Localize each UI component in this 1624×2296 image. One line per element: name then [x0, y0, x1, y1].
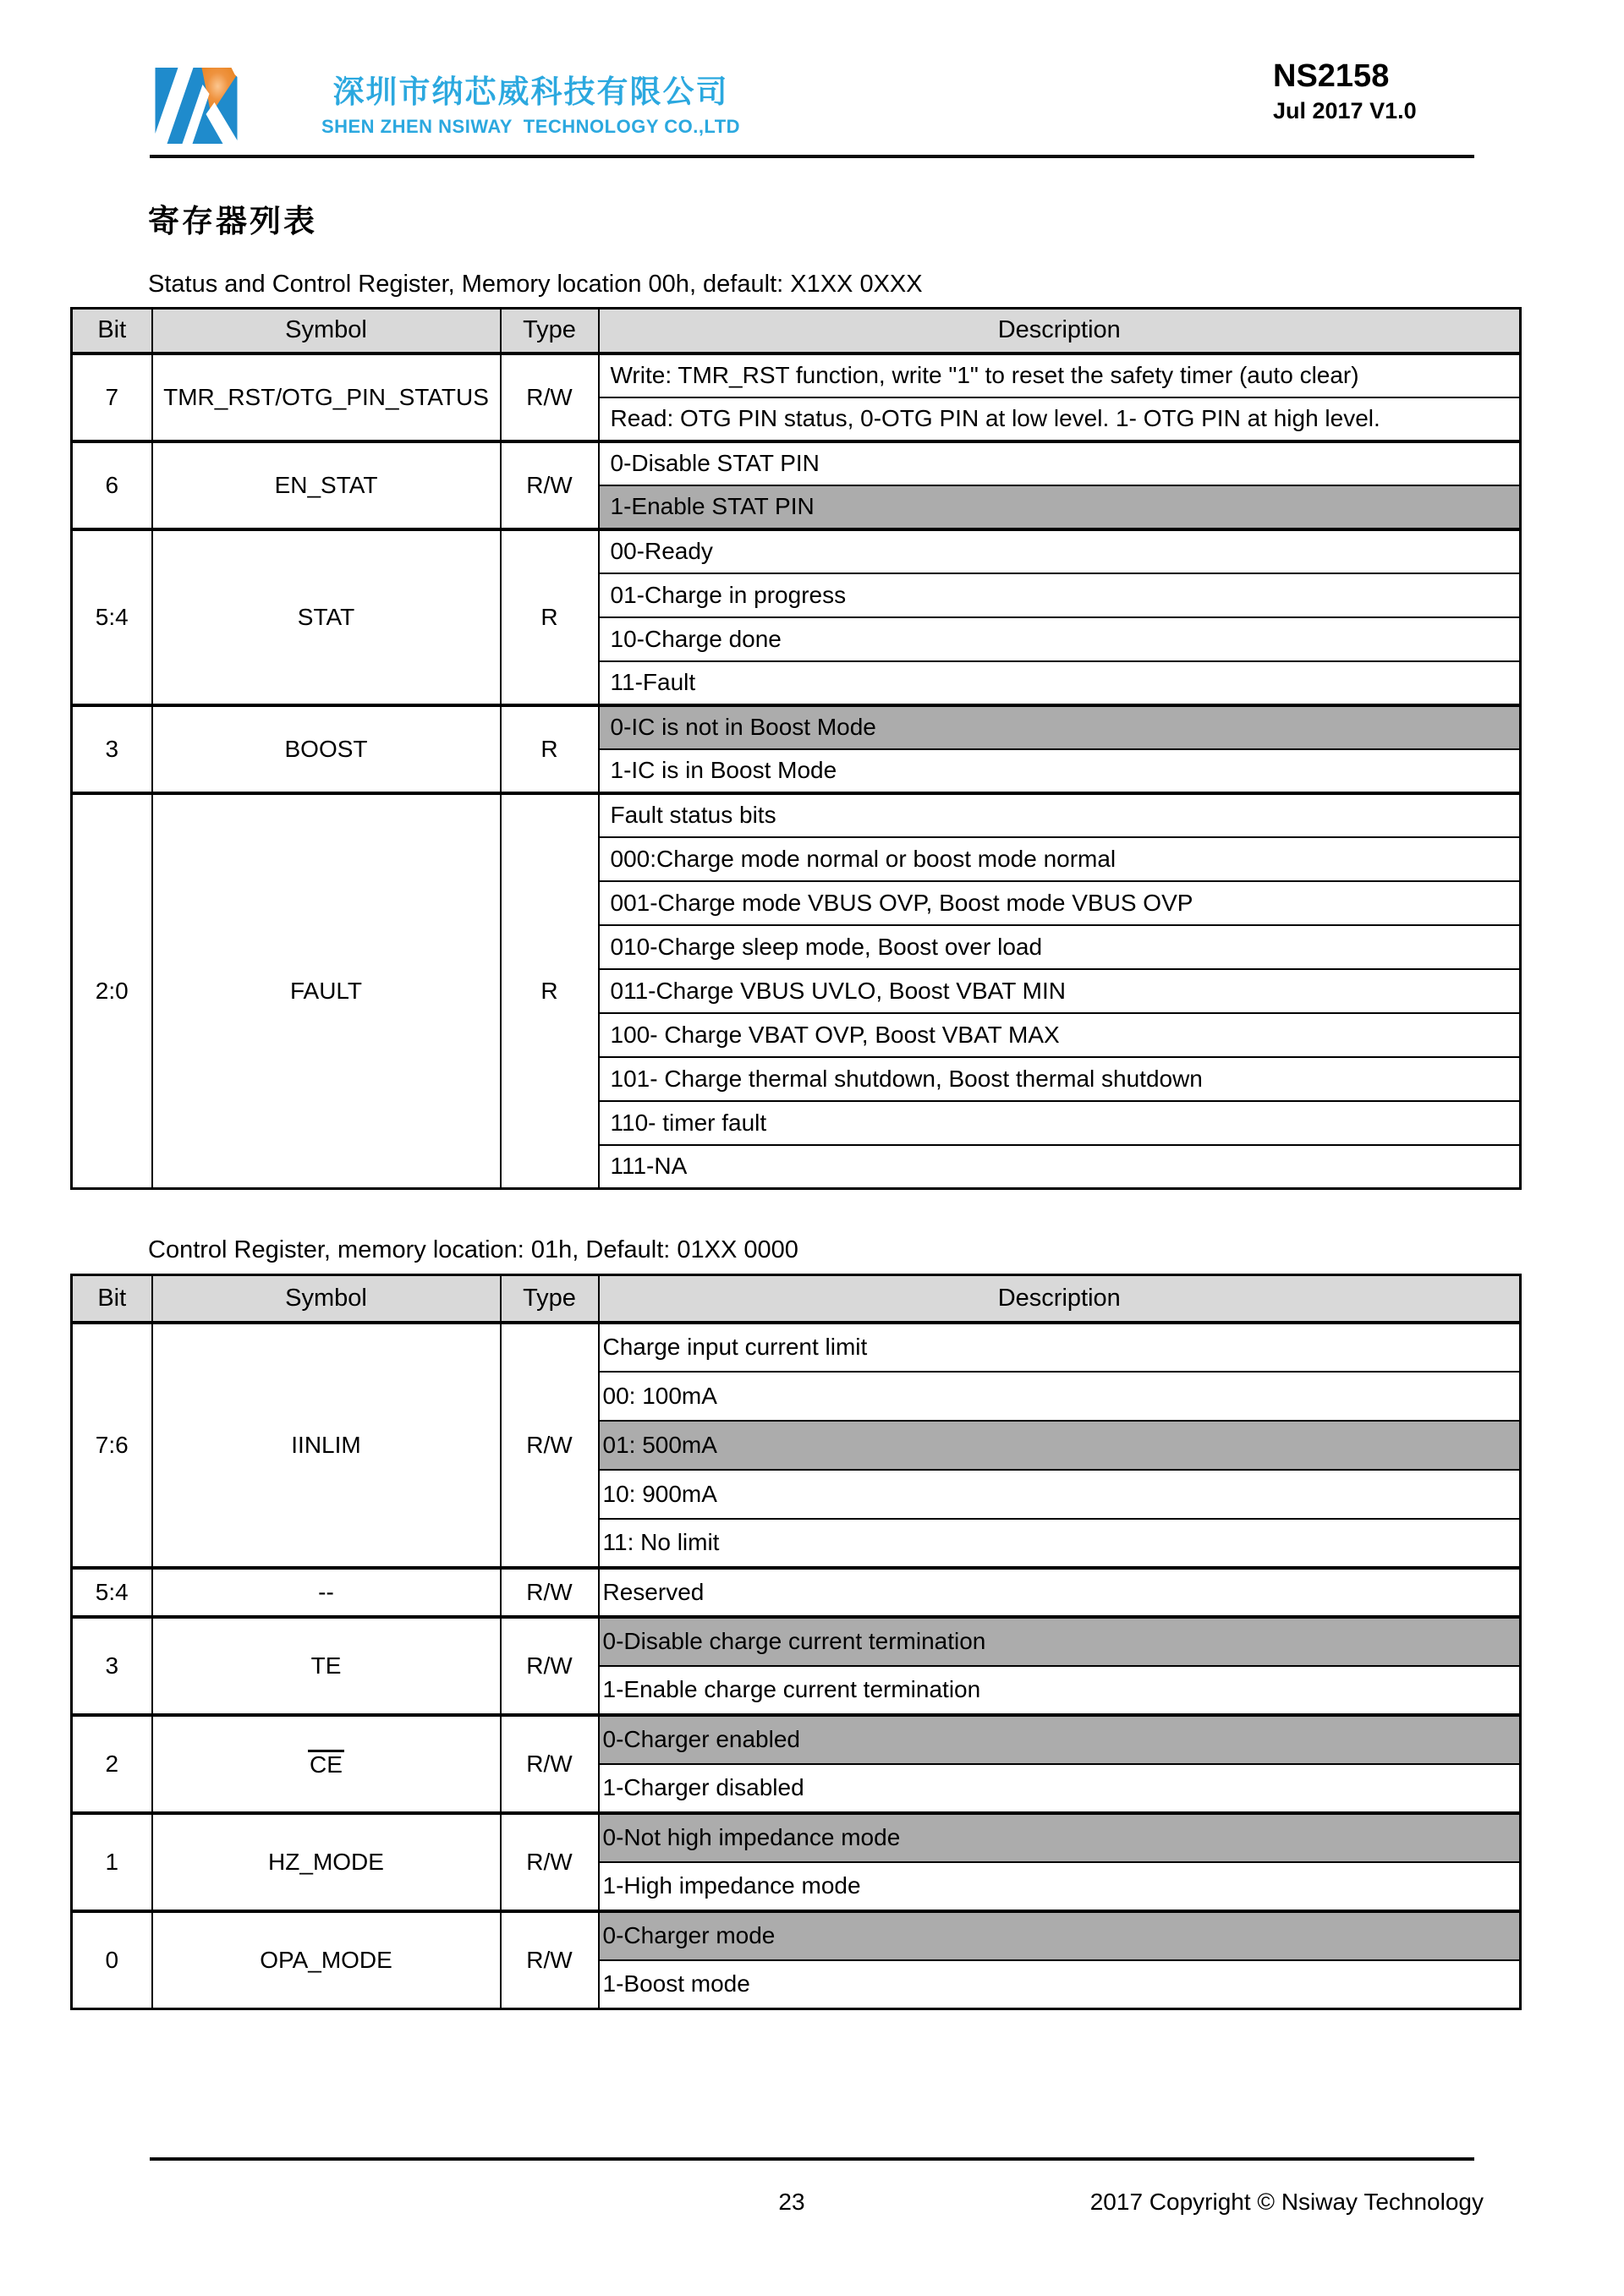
- type-cell: R/W: [501, 1911, 599, 2009]
- status-control-register-table: [70, 307, 1522, 1190]
- description-cell: 01-Charge in progress: [599, 573, 1521, 617]
- bit-cell: 5:4: [72, 529, 152, 705]
- bit-cell: 7:6: [72, 1323, 152, 1568]
- bit-cell: 0: [72, 1911, 152, 2009]
- column-header: Description: [599, 1275, 1521, 1323]
- column-header: Type: [501, 309, 599, 353]
- symbol-text: HZ_MODE: [268, 1848, 384, 1875]
- description-cell: 0-Disable STAT PIN: [599, 441, 1521, 485]
- bit-cell: 7: [72, 353, 152, 441]
- symbol-cell: [152, 441, 501, 529]
- description-cell: 110- timer fault: [599, 1101, 1521, 1145]
- bit-cell: 2:0: [72, 793, 152, 1189]
- description-cell: 1-IC is in Boost Mode: [599, 749, 1521, 793]
- symbol-cell: [152, 1323, 501, 1568]
- description-cell: 1-Boost mode: [599, 1960, 1521, 2009]
- register-table: [70, 307, 1522, 1190]
- control-register-table: [70, 1274, 1522, 2010]
- company-name-english: SHEN ZHEN NSIWAY TECHNOLOGY CO.,LTD: [321, 115, 741, 137]
- description-cell: Write: TMR_RST function, write "1" to reset the safety timer (auto clear): [599, 353, 1521, 397]
- table-row: [72, 793, 1521, 837]
- table-row: [72, 1911, 1521, 1960]
- bit-cell: 3: [72, 1617, 152, 1715]
- page-number: 23: [778, 2189, 805, 2215]
- document-id-block: [1273, 58, 1417, 124]
- table-row: [72, 441, 1521, 485]
- symbol-text: STAT: [297, 603, 355, 630]
- bit-cell: 5:4: [72, 1568, 152, 1617]
- symbol-cell: [152, 705, 501, 793]
- type-cell: R/W: [501, 1323, 599, 1568]
- column-header: Bit: [72, 1275, 152, 1323]
- copyright-text: 2017 Copyright © Nsiway Technology: [1089, 2189, 1484, 2215]
- header-rule: [150, 155, 1474, 158]
- description-cell: 11-Fault: [599, 661, 1521, 705]
- description-cell: 0-Charger mode: [599, 1911, 1521, 1960]
- description-cell: 0-Charger enabled: [599, 1715, 1521, 1764]
- table-row: [72, 529, 1521, 573]
- column-header: Symbol: [152, 1275, 501, 1323]
- symbol-cell: [152, 1911, 501, 2009]
- description-cell: 101- Charge thermal shutdown, Boost thermal shutdown: [599, 1057, 1521, 1101]
- nsiway-logo-icon: [152, 68, 243, 144]
- type-cell: R/W: [501, 1813, 599, 1911]
- part-number: NS2158: [1273, 58, 1390, 94]
- description-cell: Charge input current limit: [599, 1323, 1521, 1372]
- control-register-caption: Control Register, memory location: 01h, Default: 01XX 0000: [148, 1236, 798, 1263]
- table-row: [72, 1323, 1521, 1372]
- symbol-cell: [152, 1715, 501, 1813]
- description-cell: 0-IC is not in Boost Mode: [599, 705, 1521, 749]
- description-cell: 011-Charge VBUS UVLO, Boost VBAT MIN: [599, 969, 1521, 1013]
- symbol-text: IINLIM: [291, 1431, 361, 1458]
- symbol-cell: [152, 1568, 501, 1617]
- bit-cell: 3: [72, 705, 152, 793]
- company-name-chinese: 深圳市纳芯威科技有限公司: [332, 74, 729, 109]
- description-cell: 11: No limit: [599, 1519, 1521, 1568]
- description-cell: 0-Disable charge current termination: [599, 1617, 1521, 1666]
- column-header: Symbol: [152, 309, 501, 353]
- table-row: [72, 353, 1521, 397]
- type-cell: R: [501, 705, 599, 793]
- table-row: [72, 1813, 1521, 1862]
- description-cell: 0-Not high impedance mode: [599, 1813, 1521, 1862]
- company-name-block: [288, 74, 774, 138]
- column-header: Type: [501, 1275, 599, 1323]
- symbol-cell: [152, 793, 501, 1189]
- description-cell: 010-Charge sleep mode, Boost over load: [599, 925, 1521, 969]
- description-cell: Fault status bits: [599, 793, 1521, 837]
- symbol-cell: [152, 353, 501, 441]
- description-cell: 100- Charge VBAT OVP, Boost VBAT MAX: [599, 1013, 1521, 1057]
- description-cell: 00-Ready: [599, 529, 1521, 573]
- description-cell: 001-Charge mode VBUS OVP, Boost mode VBUS OVP: [599, 881, 1521, 925]
- type-cell: R: [501, 793, 599, 1189]
- description-cell: 1-Enable STAT PIN: [599, 485, 1521, 529]
- column-header: Description: [599, 309, 1521, 353]
- symbol-text: TE: [310, 1652, 342, 1679]
- bit-cell: 2: [72, 1715, 152, 1813]
- symbol-cell: [152, 529, 501, 705]
- table-row: [72, 705, 1521, 749]
- type-cell: R/W: [501, 441, 599, 529]
- description-cell: Read: OTG PIN status, 0-OTG PIN at low level. 1- OTG PIN at high level.: [599, 397, 1521, 441]
- description-cell: 00: 100mA: [599, 1372, 1521, 1421]
- table-row: [72, 1617, 1521, 1666]
- symbol-text: OPA_MODE: [260, 1946, 392, 1973]
- table-header-row: [72, 309, 1521, 353]
- bit-cell: 1: [72, 1813, 152, 1911]
- symbol-text: TMR_RST/OTG_PIN_STATUS: [163, 383, 489, 410]
- type-cell: R/W: [501, 1568, 599, 1617]
- type-cell: R/W: [501, 1617, 599, 1715]
- description-cell: Reserved: [599, 1568, 1521, 1617]
- type-cell: R/W: [501, 353, 599, 441]
- description-cell: 1-High impedance mode: [599, 1862, 1521, 1911]
- symbol-text: EN_STAT: [274, 471, 378, 498]
- table-row: [72, 1715, 1521, 1764]
- table-row: [72, 1568, 1521, 1617]
- page-title: 寄存器列表: [148, 202, 317, 239]
- symbol-cell: [152, 1617, 501, 1715]
- symbol-text: CE: [310, 1751, 343, 1778]
- status-control-register-caption: Status and Control Register, Memory location 00h, default: X1XX 0XXX: [148, 271, 923, 298]
- description-cell: 10-Charge done: [599, 617, 1521, 661]
- description-cell: 111-NA: [599, 1145, 1521, 1189]
- type-cell: R: [501, 529, 599, 705]
- type-cell: R/W: [501, 1715, 599, 1813]
- column-header: Bit: [72, 309, 152, 353]
- symbol-text: FAULT: [289, 977, 363, 1004]
- table-header-row: [72, 1275, 1521, 1323]
- footer-rule: [150, 2157, 1474, 2161]
- description-cell: 01: 500mA: [599, 1421, 1521, 1470]
- bit-cell: 6: [72, 441, 152, 529]
- symbol-text: --: [318, 1578, 334, 1605]
- register-table: [70, 1274, 1522, 2010]
- symbol-text: BOOST: [284, 735, 368, 762]
- description-cell: 1-Enable charge current termination: [599, 1666, 1521, 1715]
- symbol-cell: [152, 1813, 501, 1911]
- description-cell: 000:Charge mode normal or boost mode normal: [599, 837, 1521, 881]
- description-cell: 1-Charger disabled: [599, 1764, 1521, 1813]
- description-cell: 10: 900mA: [599, 1470, 1521, 1519]
- document-revision: Jul 2017 V1.0: [1273, 97, 1417, 123]
